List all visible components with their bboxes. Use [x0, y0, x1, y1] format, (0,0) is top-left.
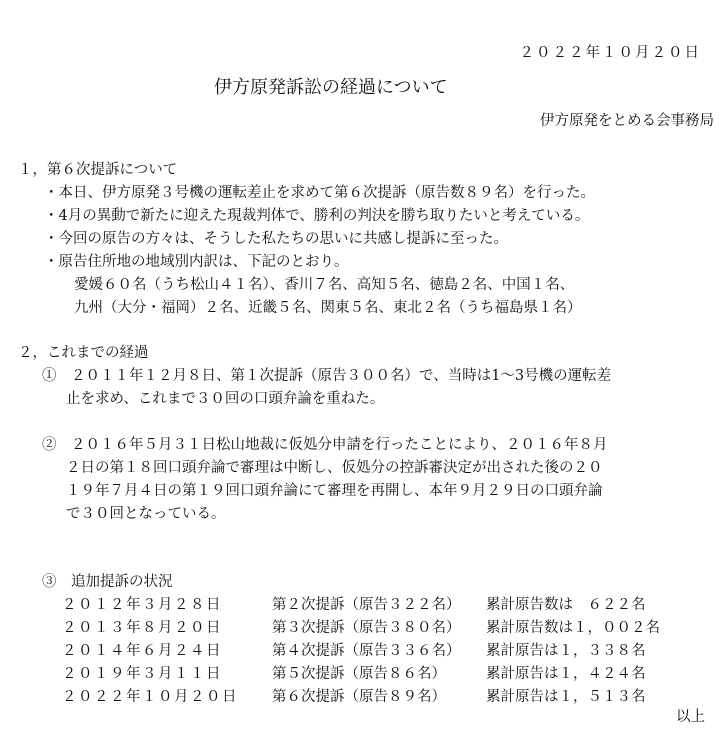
organization-name: 伊方原発をとめる会事務局: [540, 113, 714, 129]
filing-row: [0, 621, 727, 639]
filing-row: [0, 667, 727, 685]
history-item-2-line: １９年７月４日の第１９回口頭弁論にて審理を再開し、本年９月２９日の口頭弁論: [66, 483, 603, 499]
cumulative-plaintiffs: 累計原告数は ６２２名: [486, 597, 646, 613]
additional-filings-heading: ③ 追加提訴の状況: [42, 574, 173, 590]
filing-description: 第６次提訴（原告８９名）: [272, 689, 446, 705]
filing-date: ２０１３年８月２０日: [62, 620, 222, 636]
cumulative-plaintiffs: 累計原告は１，４２４名: [486, 666, 646, 682]
filing-date: ２０１４年６月２４日: [62, 643, 222, 659]
section1-heading: １，第６次提訴について: [18, 162, 178, 178]
filing-description: 第５次提訴（原告８６名）: [272, 666, 446, 682]
filing-row: [0, 690, 727, 708]
bullet-item: ・4月の異動で新たに迎えた現裁判体で、勝利の判決を勝ち取りたいと考えている。: [44, 208, 590, 224]
filing-description: 第２次提訴（原告３２２名）: [272, 597, 461, 613]
history-item-2-line: ２日の第１８回口頭弁論で審理は中断し、仮処分の控訴審決定が出された後の２０: [66, 460, 603, 476]
cumulative-plaintiffs: 累計原告数は１，００２名: [486, 620, 660, 636]
closing-mark: 以上: [676, 709, 705, 725]
document-date: ２０２２年１０月２０日: [519, 45, 701, 61]
history-item-1-line: ① ２０１１年１２月８日、第１次提訴（原告３００名）で、当時は1～3号機の運転差: [42, 368, 612, 384]
bullet-item: ・原告住所地の地域別内訳は、下記のとおり。: [44, 254, 349, 270]
cumulative-plaintiffs: 累計原告は１，３３８名: [486, 643, 646, 659]
filing-row: [0, 598, 727, 616]
history-item-1-line: 止を求め、これまで３０回の口頭弁論を重ねた。: [66, 391, 385, 407]
filing-date: ２０２２年１０月２０日: [62, 689, 238, 705]
region-breakdown-line: 九州（大分・福岡）２名、近畿５名、関東５名、東北２名（うち福島県１名）: [74, 300, 582, 316]
bullet-item: ・本日、伊方原発３号機の運転差止を求めて第６次提訴（原告数８９名）を行った。: [44, 185, 595, 201]
bullet-item: ・今回の原告の方々は、そうした私たちの思いに共感し提訴に至った。: [44, 231, 508, 247]
cumulative-plaintiffs: 累計原告は１，５１３名: [486, 689, 646, 705]
history-item-2-line: ② ２０１６年５月３１日松山地裁に仮処分申請を行ったことにより、２０１６年８月: [42, 437, 608, 453]
filing-date: ２０１９年３月１１日: [62, 666, 222, 682]
section2-heading: ２，これまでの経過: [18, 345, 149, 361]
document-title: 伊方原発訴訟の経過について: [214, 77, 448, 98]
filing-date: ２０１２年３月２８日: [62, 597, 222, 613]
filing-description: 第４次提訴（原告３３６名）: [272, 643, 461, 659]
filing-row: [0, 644, 727, 662]
region-breakdown-line: 愛媛６０名（うち松山４１名）、香川７名、高知５名、徳島２名、中国１名、: [74, 277, 575, 293]
history-item-2-line: で３０回となっている。: [66, 506, 226, 522]
filing-description: 第３次提訴（原告３８０名）: [272, 620, 461, 636]
